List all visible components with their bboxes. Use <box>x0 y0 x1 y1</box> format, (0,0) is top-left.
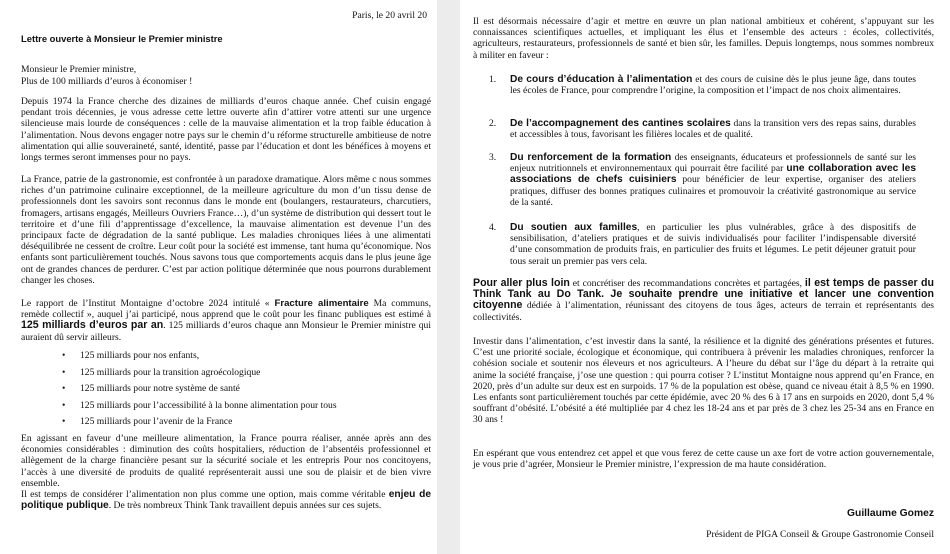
signature-role: Président de PIGA Conseil & Groupe Gastronomie Conseil <box>706 529 934 540</box>
bullet-item: • 125 milliards pour nos enfants, <box>62 350 337 363</box>
report-title: Fracture alimentaire <box>274 298 369 309</box>
paragraph-1: Depuis 1974 la France cherche des dizaines de milliards d’euros chaque année. Chef cuisin engagé pendant trois décennies, je vous adresse cette lettre ouverte afin d’attirer votre attenti sur une urgence silencieuse mais lourde de conséquences : celle de la mauvaise alimentation et la trop faible éducation à l’alimentation. Nous devons engager notre pays sur le chemin d’u réforme structurelle ambitieuse de notre alimentation qui allie souveraineté, santé, identité, passe par l’éducation et dont les bénéfices à moyens et longs termes seront immenses pour no pays. <box>21 96 431 164</box>
paragraph-2: La France, patrie de la gastronomie, est confrontée à un paradoxe dramatique. Alors même c nous sommes riches d’un patrimoine culinaire exceptionnel, de la meilleure agriculture du mon d’un tissu dense de professionnels dont les savoirs sont reconnus dans le monde ent (boulangers, restaurateurs, charcutiers, fromagers, artisans engagés, Meilleurs Ouvriers France…), d’un système de distribution qui dessert tout le territoire et d’une fili d’apprentissage d’excellence, la mauvaise alimentation est devenue l’un des principaux facte de dégradation de la santé publique. Les maladies chroniques liées à une alimentati déséquilibrée ne cessent de croître. Leur coût pour la société est immense, tant huma qu’économique. Nos enfants sont particulièrement touchés. Nous savons tous que comportements acquis dans le plus jeune âge ont de grandes chances de perdurer. C’est par action politique déterminée que nous pourrons durablement changer les choses. <box>21 174 431 286</box>
signature-name: Guillaume Gomez <box>847 508 934 519</box>
measure-item-3: Du renforcement de la formation des enseignants, éducateurs et professionnels de santé sur les enjeux nutritionnels et environnementaux qui pourrait être facilité par une collaboration avec les associations de chefs cuisiniers pour bénéficier de leur expertise, organiser des ateliers pratiques, diffuser des bonnes pratiques culinaires et promouvoir la créativité gastronomique au service de la santé. <box>510 152 916 208</box>
policy-highlight: enjeu de politique publique <box>21 489 431 512</box>
bullet-item: • 125 milliards pour l’accessibilité à la bonne alimentation pour tous <box>62 400 337 413</box>
measure-item-2: De l’accompagnement des cantines scolaires dans la transition vers des repas sains, durables et accessibles à tous, favorisant les filières locales et de qualité. <box>510 118 916 141</box>
letter-page-right <box>460 0 950 554</box>
paragraph-8: Investir dans l’alimentation, c’est investir dans la santé, la résilience et la dignité des générations présentes et futures. C’est une priorité sociale, écologique et économique, qui contribuera à prévenir les maladies chroniques, renforcer la cohésion sociale et soutenir nos éleveurs et nos agriculteurs. A l’heure du débat sur l’âge du départ à la retraite qui anime la société française, j’ose une question : qui pourra cotiser ? L’institut Montaigne nous apprend qu’en France, en 2020, près d’un adulte sur deux est en surpoids. 17 % de la population est obèse, quand ce niveau était à 8,5 % en 1990. Les enfants sont particulièrement touchés par cette épidémie, avec 20 % des 6 à 17 ans en surpoids en 2020, dont 5,4 % souffrant d’obésité. L’obésité a été multipliée par 4 chez les 18-24 ans et par près de 3 chez les 25-34 ans en France en 30 ans ! <box>473 336 934 426</box>
letter-date: Paris, le 20 avril 20 <box>352 10 427 21</box>
item-number: 3. <box>489 152 497 163</box>
page-gap <box>437 0 460 554</box>
think-tank-highlight: il est temps de passer du Think Tank au Do Tank. Je souhaite prendre une initiative et lancer une convention citoyenne <box>473 277 935 312</box>
paragraph-3: Le rapport de l’Institut Montaigne d’octobre 2024 intitulé « Fracture alimentaire Ma communs, remède collectif », auquel j’ai participé, nous apprend que le coût pour les financ publiques est estimé à 125 milliards d’euros par an. 125 milliards d’euros chaque ann Monsieur le Premier ministre qui auraient dû servir ailleurs. <box>21 298 431 343</box>
salutation: Monsieur le Premier ministre, <box>21 64 137 75</box>
bullet-item: • 125 milliards pour l’avenir de la France <box>62 416 337 429</box>
cost-highlight: 125 milliards d’euros par an <box>21 319 164 332</box>
intro-line: Plus de 100 milliards d’euros à économiser ! <box>21 76 193 87</box>
paragraph-6: Il est désormais nécessaire d’agir et mettre en œuvre un plan national ambitieux et cohérent, s’appuyant sur les connaissances scientifiques actuelles, et impliquant les élus et l’ensemble des acteurs : écoles, collectivités, agriculteurs, restaurateurs, professionnels de santé et bien sûr, les familles. Depuis longtemps, nous sommes nombreux à militer en faveur : <box>473 16 934 61</box>
letter-title: Lettre ouverte à Monsieur le Premier ministre <box>21 33 223 44</box>
paragraph-7: Pour aller plus loin et concrétiser des recommandations concrètes et partagées, il est temps de passer du Think Tank au Do Tank. Je souhaite prendre une initiative et lancer une convention citoyenne dédiée à l’alimentation, réunissant des citoyens de tous âges, acteurs de terrain et représentants des collectivités. <box>473 277 935 323</box>
item-number: 4. <box>489 222 497 233</box>
measure-item-1: De cours d’éducation à l’alimentation et des cours de cuisine dès le plus jeune âge, dans toutes les écoles de France, pour comprendre l’origine, la composition et l’impact de nos choix alimentaires. <box>510 74 916 97</box>
item-number: 2. <box>489 118 497 129</box>
paragraph-4: En agissant en faveur d’une meilleure alimentation, la France pourra réaliser, année après ann des économies considérables : diminution des coûts hospitaliers, réduction de l’absentéis professionnel et allègement de la charge financière pesant sur la sécurité sociale et les entrepris Pour nos concitoyens, l’accès à une diversité de produits de qualité représenterait aussi une sou de plaisir et de bien vivre ensemble. <box>21 433 431 489</box>
savings-bullet-list <box>62 350 337 429</box>
paragraph-5: Il est temps de considérer l’alimentation non plus comme une option, mais comme véritable enjeu de politique publique. De très nombreux Think Tank travaillent depuis années sur ces sujets. <box>21 489 431 512</box>
paragraph-9: En espérant que vous entendrez cet appel et que vous ferez de cette cause un axe fort de votre action gouvernementale, je vous prie d’agréer, Monsieur le Premier ministre, l’expression de ma haute considération. <box>473 448 934 471</box>
letter-page-left <box>0 0 437 554</box>
bullet-item: • 125 milliards pour notre système de santé <box>62 383 337 396</box>
measure-item-4: Du soutien aux familles, en particulier les plus vulnérables, grâce à des dispositifs de sensibilisation, d’ateliers pratiques et de suivis individualisés pour faciliter l’indispensable diversité d’une consommation de produits frais, en particulier des fruits et légumes. Le petit déjeuner gratuit pour tous serait un premier pas vers cela. <box>510 222 916 267</box>
item-number: 1. <box>489 74 497 85</box>
bullet-item: • 125 milliards pour la transition agroécologique <box>62 367 337 380</box>
